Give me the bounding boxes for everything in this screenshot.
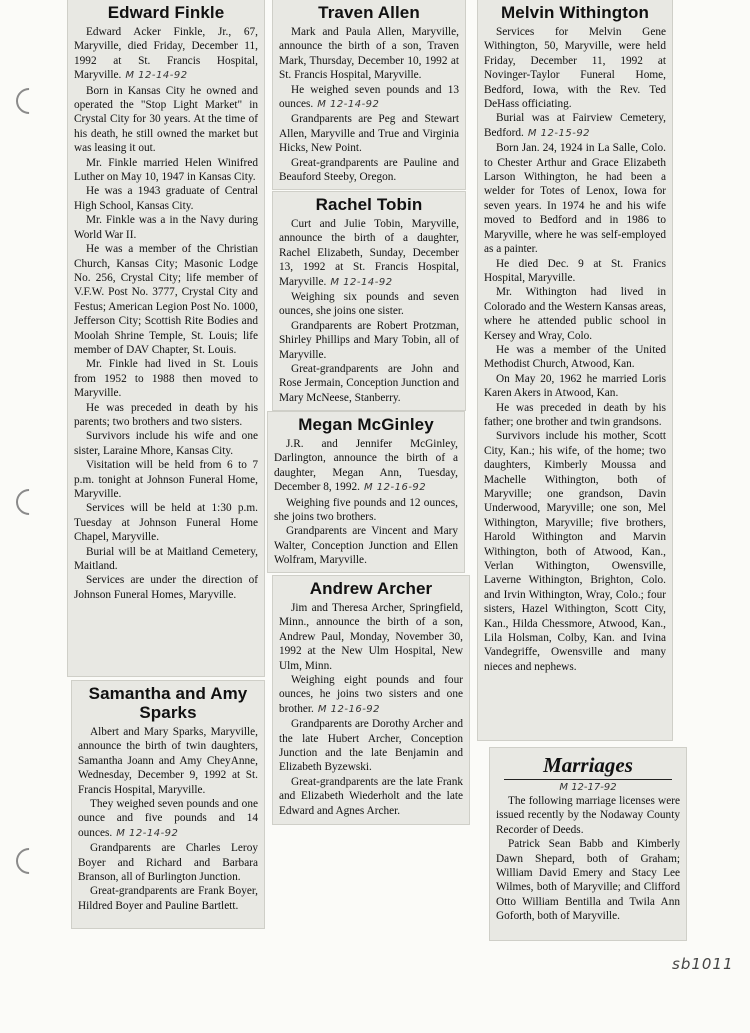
paragraph: Visitation will be held from 6 to 7 p.m. tonight at Johnson Funeral Home, Maryville. [74, 459, 258, 500]
paragraph: Survivors include his mother, Scott City, Kan.; his wife, of the home; two daughters, Kimberly Moussa and Machelle Withington, both of Maryville; one grandson, Davin Underwood, Maryville; one son, Mel Withington, Maryville; five brothers, Harold Withington and Marvin Withington, both of Atwood, Kan., Verlan Withington, Owensville, Laverne Withington, Brighton, Colo. and Irvin Withington, Wray, Colo.; four sisters, Hazel Withington, Scott City, Kan., Hilda Chessmore, Atwood, Kan., Lila Holsman, Colby, Kan. and Ivina Vandegriffe, Owensville and many nieces and nephews. [484, 430, 666, 673]
paragraph: Burial will be at Maitland Cemetery, Maitland. [74, 545, 258, 573]
paragraph: Edward Acker Finkle, Jr., 67, Maryville, died Friday, December 11, 1992 at St. Francis Hospital, Maryville. M 12-14-92 [74, 26, 258, 82]
paragraph: Patrick Sean Babb and Kimberly Dawn Shepard, both of Graham; William David Emery and Stacy Lee Wilmes, both of Maryville; and Clifford Otto William Bentilla and Twila Ann Goforth, both of Maryville. [496, 838, 680, 923]
paragraph: Services for Melvin Gene Withington, 50, Maryville, were held Friday, December 11, 1992 at Novinger-Taylor Funeral Home, Bedford, Iowa, with the Rev. Ted DeHass officiating. [484, 26, 666, 111]
birth-notice-sparks [72, 681, 264, 928]
paragraph: Weighing eight pounds and four ounces, he joins two sisters and one brother. M 12-16-92 [279, 674, 463, 715]
paragraph: Burial was at Fairview Cemetery, Bedford. M 12-15-92 [484, 112, 666, 139]
handwritten-date: M 12-14-92 [125, 70, 188, 82]
paragraph: He was a 1943 graduate of Central High School, Kansas City. [74, 185, 258, 212]
clipping-title: Samantha and Amy Sparks [88, 684, 248, 722]
obituary-melvin-withington [478, 0, 672, 740]
paragraph: J.R. and Jennifer McGinley, Darlington, announce the birth of a daughter, Megan Ann, Tuesday, December 8, 1992. M 12-16-92 [274, 438, 458, 494]
handwritten-date: M 12-16-92 [363, 482, 427, 494]
paragraph: He was preceded in death by his father; one brother and twin grandsons. [484, 401, 666, 428]
paragraph: Grandparents are Robert Protzman, Shirley Phillips and Mary Tobin, all of Maryville. [279, 319, 459, 361]
paragraph: Born Jan. 24, 1924 in La Salle, Colo. to Chester Arthur and Grace Elizabeth Larson Withington, he had been a welder for Totes of Lenox, Iowa for seven years. In 1974 he and his wife moved to Bedford and in 1986 to Maryville, where he was self-employed as a painter. [484, 142, 666, 256]
handwritten-date: M 12-15-92 [527, 127, 591, 139]
birth-notice-tobin [273, 192, 465, 410]
paragraph: Great-grandparents are John and Rose Jermain, Conception Junction and Mary McNeese, Stanberry. [279, 363, 459, 404]
birth-notice-allen [273, 0, 465, 189]
handwritten-page-mark: sb1011 [672, 955, 734, 973]
clipping-title: Megan McGinley [298, 415, 434, 434]
paragraph: Great-grandparents are the late Frank and Elizabeth Wiederholt and the late Edward and Agnes Archer. [279, 775, 463, 817]
divider [504, 779, 672, 780]
paragraph: He was a member of the Christian Church, Kansas City; Masonic Lodge No. 256, Crystal City; life member of V.F.W. Post No. 3777, Crystal City and Festus; American Legion Post No. 1000, Jefferson City; Scottish Rite Bodies and Moolah Shrine Temple, St. Louis; life member of DAV Chapter, St. Louis. [74, 243, 258, 356]
paragraph: Grandparents are Charles Leroy Boyer and Richard and Barbara Branson, all of Burlington Junction. [78, 842, 258, 884]
handwritten-date: M 12-17-92 [559, 782, 617, 793]
clipping-title: Melvin Withington [501, 3, 649, 22]
paragraph: Grandparents are Vincent and Mary Walter, Conception Junction and Ellen Wolfram, Maryville. [274, 525, 458, 567]
handwritten-date: M 12-14-92 [317, 99, 380, 111]
birth-notice-mcginley [268, 412, 464, 572]
clipping-title: Edward Finkle [107, 3, 225, 22]
clipping-title: Traven Allen [318, 3, 420, 22]
paragraph: Services will be held at 1:30 p.m. Tuesday at Johnson Funeral Home Chapel, Maryville. [74, 502, 258, 544]
paragraph: Great-grandparents are Frank Boyer, Hildred Boyer and Pauline Bartlett. [78, 885, 258, 912]
paragraph: Mr. Finkle had lived in St. Louis from 1952 to 1988 then moved to Maryville. [74, 358, 258, 400]
paragraph: He died Dec. 9 at St. Franics Hospital, Maryville. [484, 257, 666, 284]
paragraph: They weighed seven pounds and one ounce and five pounds and 14 ounces. M 12-14-92 [78, 798, 258, 839]
paragraph: He was preceded in death by his parents; two brothers and two sisters. [74, 401, 258, 428]
paragraph: Mark and Paula Allen, Maryville, announce the birth of a son, Traven Mark, Thursday, December 10, 1992 at St. Francis Hospital, Maryville. [279, 26, 459, 82]
clipping-title: Marriages [543, 753, 633, 777]
paragraph: Albert and Mary Sparks, Maryville, announce the birth of twin daughters, Samantha Joann and Amy CheyAnne, Wednesday, December 9, 1992 at St. Francis Hospital, Maryville. [78, 726, 258, 796]
paragraph: Curt and Julie Tobin, Maryville, announce the birth of a daughter, Rachel Elizabeth, Sunday, December 13, 1992 at St. Francis Hospital, Maryville. M 12-14-92 [279, 218, 459, 288]
paragraph: On May 20, 1962 he married Loris Karen Akers in Atwood, Kan. [484, 372, 666, 400]
paragraph: He was a member of the United Methodist Church, Atwood, Kan. [484, 343, 666, 371]
paragraph: Survivors include his wife and one sister, Laraine Mhore, Kansas City. [74, 430, 258, 457]
clipping-title: Rachel Tobin [315, 195, 423, 214]
paragraph: He weighed seven pounds and 13 ounces. M 12-14-92 [279, 83, 459, 111]
paragraph: Mr. Finkle married Helen Winifred Luther on May 10, 1947 in Kansas City. [74, 156, 258, 184]
handwritten-date: M 12-14-92 [116, 827, 179, 839]
paragraph: Grandparents are Dorothy Archer and the late Hubert Archer, Conception Junction and the late Benjamin and Elizabeth Byzewski. [279, 718, 463, 774]
paragraph: The following marriage licenses were issued recently by the Nodaway County Recorder of Deeds. [496, 795, 680, 836]
paragraph: Grandparents are Peg and Stewart Allen, Maryville and True and Virginia Hicks, New Point. [279, 113, 459, 155]
paragraph: Weighing five pounds and 12 ounces, she joins two brothers. [274, 496, 458, 524]
handwritten-date: M 12-14-92 [330, 276, 393, 288]
paragraph: Born in Kansas City he owned and operated the "Stop Light Market" in Crystal City for 30 years. At the time of his death, he still owned the market but was leasing it out. [74, 84, 258, 155]
obituary-edward-finkle [68, 0, 264, 676]
paragraph: Mr. Withington had lived in Colorado and the Western Kansas areas, where he attended public school in Kersey and Wray, Colo. [484, 286, 666, 342]
clipping-title: Andrew Archer [309, 579, 433, 598]
marriages-notice [490, 748, 686, 940]
paragraph: Great-grandparents are Pauline and Beauford Steeby, Oregon. [279, 156, 459, 184]
handwritten-date: M 12-16-92 [317, 703, 381, 715]
paragraph: Mr. Finkle was a in the Navy during World War II. [74, 214, 258, 241]
paragraph: Services are under the direction of Johnson Funeral Homes, Maryville. [74, 574, 258, 601]
paragraph: Jim and Theresa Archer, Springfield, Minn., announce the birth of a son, Andrew Paul, Monday, November 30, 1992 at the New Ulm Hospital, New Ulm, Minn. [279, 602, 463, 672]
paragraph: Weighing six pounds and seven ounces, she joins one sister. [279, 291, 459, 318]
birth-notice-archer [273, 576, 469, 824]
